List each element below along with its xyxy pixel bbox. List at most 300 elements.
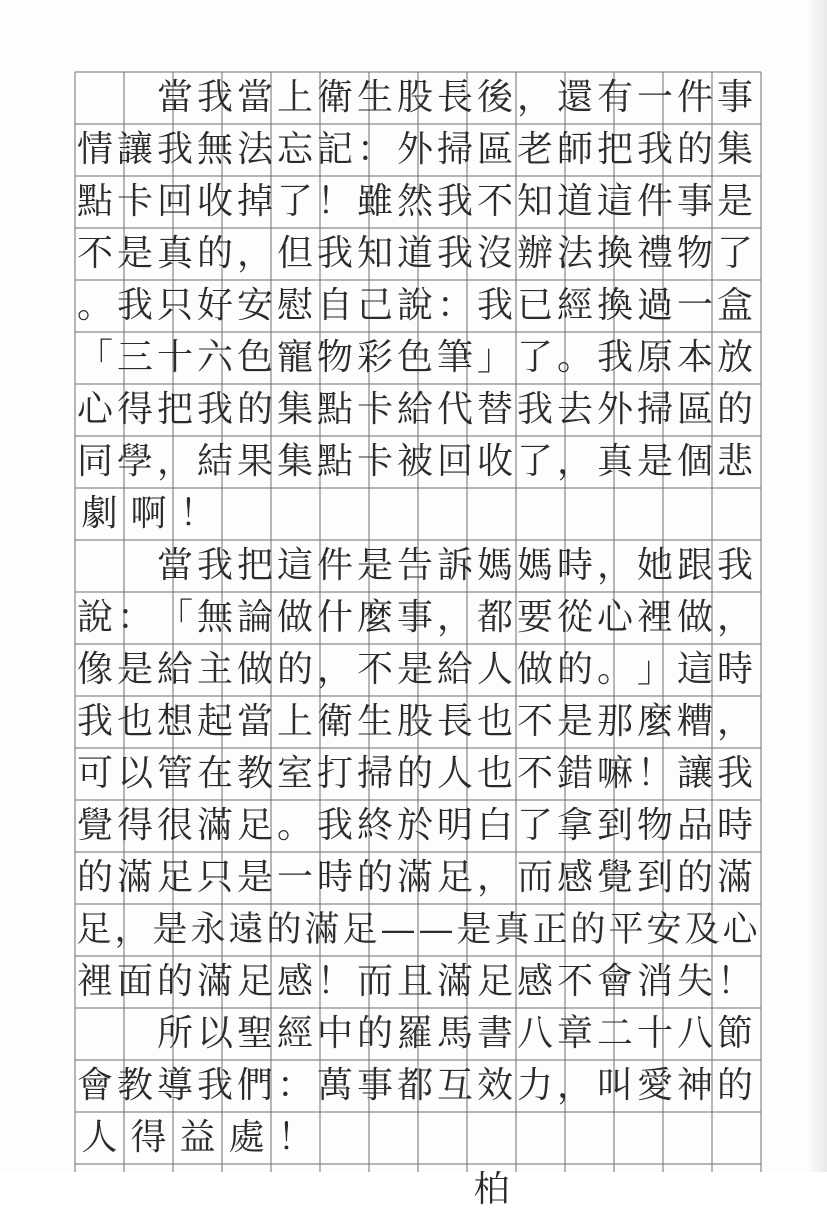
char-cell: 從 [556, 597, 593, 638]
char-cell: 卡 [356, 389, 393, 430]
char-cell: 我 [76, 701, 113, 742]
char-cell: 只 [196, 857, 233, 898]
char-cell: 本 [676, 337, 713, 378]
char-cell: 她 [636, 545, 673, 586]
char-cell: ， [516, 77, 553, 118]
char-cell: 這 [676, 649, 713, 690]
char-cell: 面 [116, 961, 153, 1002]
char-cell: 己 [356, 285, 393, 326]
char-cell: 感 [556, 857, 593, 898]
char-cell: 也 [476, 753, 513, 794]
char-cell: 換 [596, 233, 633, 274]
char-cell: 了 [716, 233, 753, 274]
char-cell: 回 [156, 181, 193, 222]
char-cell: 。 [76, 285, 113, 326]
char-cell: 是 [152, 909, 188, 950]
char-cell: 的 [236, 389, 273, 430]
char-cell: 生 [356, 701, 393, 742]
char-cell: ！ [179, 493, 216, 534]
char-cell: 羅 [396, 1013, 433, 1054]
char-cell: 把 [156, 389, 193, 430]
char-cell: 時 [316, 857, 353, 898]
char-cell: 互 [436, 1065, 473, 1106]
char-cell: 知 [356, 233, 393, 274]
char-cell: 跟 [676, 545, 713, 586]
char-cell: 事 [676, 181, 713, 222]
char-cell [115, 1008, 155, 1060]
char-cell: 時 [716, 649, 753, 690]
char-cell: 法 [236, 129, 273, 170]
char-cell: 裡 [636, 597, 673, 638]
char-cell: 收 [476, 441, 513, 482]
char-cell: 心 [76, 389, 113, 430]
char-cell: 衛 [316, 77, 353, 118]
char-cell: 人 [81, 1117, 118, 1158]
char-cell: ， [556, 1065, 593, 1106]
char-cell: 教 [236, 753, 273, 794]
char-cell: 的 [76, 857, 113, 898]
char-cell: ， [316, 649, 353, 690]
char-cell: 的 [196, 233, 233, 274]
char-cell: 讓 [116, 129, 153, 170]
essay-line [75, 176, 767, 228]
char-cell: 點 [316, 441, 353, 482]
char-cell: 事 [356, 1065, 393, 1106]
char-cell: 消 [636, 961, 673, 1002]
char-cell: 白 [476, 805, 513, 846]
char-cell: 叫 [596, 1065, 633, 1106]
char-cell: 室 [276, 753, 313, 794]
char-cell: 啊 [130, 493, 167, 534]
char-cell: 卡 [116, 181, 153, 222]
essay-line [75, 696, 767, 748]
char-cell: 的 [266, 909, 302, 950]
char-cell: 媽 [476, 545, 513, 586]
char-cell: 滿 [196, 805, 233, 846]
essay-line [75, 956, 767, 1008]
char-cell: 不 [516, 753, 553, 794]
char-cell: 覺 [596, 857, 633, 898]
char-cell: ！ [277, 1117, 314, 1158]
essay-line [75, 280, 767, 332]
char-cell: 媽 [516, 545, 553, 586]
char-cell: 都 [476, 597, 513, 638]
essay-line [75, 904, 767, 956]
char-cell: 好 [196, 285, 233, 326]
char-cell: 件 [676, 77, 713, 118]
char-cell: 了 [516, 805, 553, 846]
char-cell: 滿 [436, 961, 473, 1002]
char-cell: 事 [396, 597, 433, 638]
char-cell: 明 [436, 805, 473, 846]
char-cell: 知 [516, 181, 553, 222]
char-cell: 滿 [716, 857, 753, 898]
char-cell: 八 [516, 1013, 553, 1054]
essay-line [75, 332, 767, 384]
char-cell: 時 [556, 545, 593, 586]
char-cell [75, 1008, 115, 1060]
char-cell: 足 [156, 857, 193, 898]
char-cell: 忘 [276, 129, 313, 170]
char-cell: 事 [716, 77, 753, 118]
char-cell: 我 [316, 805, 353, 846]
char-cell: 可 [76, 753, 113, 794]
char-cell: 品 [676, 805, 713, 846]
char-cell: 真 [156, 233, 193, 274]
char-cell: 這 [596, 181, 633, 222]
char-cell: 我 [156, 129, 193, 170]
char-cell: 我 [716, 753, 753, 794]
char-cell: 二 [596, 1013, 633, 1054]
char-cell: ！ [316, 181, 353, 222]
char-cell: 同 [76, 441, 113, 482]
char-cell: 打 [316, 753, 353, 794]
char-cell: 不 [476, 181, 513, 222]
char-cell: 雖 [356, 181, 393, 222]
char-cell: 我 [596, 337, 633, 378]
essay-line [75, 1008, 767, 1060]
essay-line [75, 1112, 767, 1164]
char-cell: 。 [556, 337, 593, 378]
char-cell: 我 [436, 181, 473, 222]
char-cell: 八 [676, 1013, 713, 1054]
char-cell: 是 [116, 649, 153, 690]
char-cell: ！ [316, 961, 353, 1002]
char-cell: 告 [396, 545, 433, 586]
char-cell: 當 [236, 701, 273, 742]
char-cell: ： [356, 129, 393, 170]
char-cell: 原 [636, 337, 673, 378]
char-cell: 代 [436, 389, 473, 430]
char-cell: 的 [556, 649, 593, 690]
char-cell: 的 [356, 1013, 393, 1054]
essay-line [75, 488, 767, 540]
char-cell: 滿 [116, 857, 153, 898]
essay-line [75, 124, 767, 176]
char-cell: 集 [716, 129, 753, 170]
char-cell: 真 [596, 441, 633, 482]
char-cell: ： [436, 285, 473, 326]
char-cell: 心 [722, 909, 758, 950]
char-cell: 果 [236, 441, 273, 482]
char-cell: 足 [76, 909, 112, 950]
essay-line [75, 800, 767, 852]
char-cell: 還 [556, 77, 593, 118]
char-cell: 我 [196, 77, 233, 118]
char-cell: 當 [236, 77, 273, 118]
char-cell: 劇 [81, 493, 118, 534]
char-cell: 很 [156, 805, 193, 846]
char-cell: 但 [276, 233, 313, 274]
char-cell: 的 [356, 857, 393, 898]
char-cell: 安 [236, 285, 273, 326]
char-cell: 我 [196, 389, 233, 430]
char-cell: 件 [316, 545, 353, 586]
char-cell: 而 [516, 857, 553, 898]
char-cell: 替 [476, 389, 513, 430]
char-cell: 股 [396, 701, 433, 742]
char-cell: 不 [356, 649, 393, 690]
char-cell: 當 [156, 77, 193, 118]
char-cell: 過 [636, 285, 673, 326]
char-cell: 教 [116, 1065, 153, 1106]
char-cell [75, 72, 115, 124]
essay-line [75, 384, 767, 436]
char-cell: 是 [716, 181, 753, 222]
char-cell: 是 [236, 857, 273, 898]
char-cell: 件 [636, 181, 673, 222]
char-cell: ： [276, 1065, 313, 1106]
char-cell: 的 [396, 753, 433, 794]
char-cell: 效 [476, 1065, 513, 1106]
char-cell: 說 [76, 597, 113, 638]
char-cell: 說 [396, 285, 433, 326]
char-cell: 自 [316, 285, 353, 326]
char-cell: 放 [716, 337, 753, 378]
char-cell: 我 [716, 545, 753, 586]
char-cell: 把 [596, 129, 633, 170]
char-cell: 集 [276, 389, 313, 430]
char-cell: 沒 [476, 233, 513, 274]
char-cell: 卡 [356, 441, 393, 482]
char-cell: 感 [276, 961, 313, 1002]
char-cell: 是 [636, 441, 673, 482]
char-cell: 了 [516, 441, 553, 482]
char-cell: 的 [276, 649, 313, 690]
char-cell: 糟 [676, 701, 713, 742]
char-cell: 中 [316, 1013, 353, 1054]
char-cell: 永 [190, 909, 226, 950]
char-cell: 有 [596, 77, 633, 118]
essay-line [75, 592, 767, 644]
char-cell: 們 [236, 1065, 273, 1106]
char-cell: 主 [196, 649, 233, 690]
char-cell: 「 [76, 337, 113, 378]
char-cell: 到 [596, 805, 633, 846]
essay-line [75, 228, 767, 280]
char-cell: 物 [676, 233, 713, 274]
char-cell: 遠 [228, 909, 264, 950]
char-cell: 給 [396, 389, 433, 430]
char-cell: 我 [476, 285, 513, 326]
char-cell [75, 540, 115, 592]
char-cell: 物 [636, 805, 673, 846]
essay-line [75, 540, 767, 592]
char-cell: 一 [636, 77, 673, 118]
char-cell: 不 [556, 961, 593, 1002]
char-cell: 聖 [236, 1013, 273, 1054]
char-cell: 。 [596, 649, 633, 690]
char-cell: 。 [276, 805, 313, 846]
char-cell: 起 [196, 701, 233, 742]
char-cell: 覺 [76, 805, 113, 846]
char-cell: 平 [608, 909, 644, 950]
char-cell: 的 [676, 857, 713, 898]
char-cell: 裡 [76, 961, 113, 1002]
page-edge-shadow [806, 0, 827, 1172]
char-cell: 了 [516, 337, 553, 378]
char-cell: 處 [228, 1117, 265, 1158]
char-cell: 所 [156, 1013, 193, 1054]
char-cell: 訴 [436, 545, 473, 586]
char-cell: 是 [116, 233, 153, 274]
char-cell: 馬 [436, 1013, 473, 1054]
char-cell: 的 [570, 909, 606, 950]
char-cell: 拿 [556, 805, 593, 846]
char-cell: 會 [596, 961, 633, 1002]
char-cell: ： [116, 597, 153, 638]
char-cell: 結 [196, 441, 233, 482]
char-cell: 三 [116, 337, 153, 378]
char-cell: 經 [276, 1013, 313, 1054]
char-cell: 失 [676, 961, 713, 1002]
char-cell: 經 [556, 285, 593, 326]
char-cell: 外 [596, 389, 633, 430]
char-cell: 是 [556, 701, 593, 742]
char-cell: 足 [236, 961, 273, 1002]
char-cell: 於 [396, 805, 433, 846]
char-cell: 是 [396, 649, 433, 690]
char-cell: 掃 [636, 389, 673, 430]
char-cell: 論 [236, 597, 273, 638]
char-cell: 也 [116, 701, 153, 742]
char-cell: — [380, 909, 416, 950]
char-cell: 章 [556, 1013, 593, 1054]
char-cell: 無 [196, 129, 233, 170]
char-cell: 也 [476, 701, 513, 742]
char-cell: 慰 [276, 285, 313, 326]
char-cell: 上 [276, 701, 313, 742]
char-cell: 一 [676, 285, 713, 326]
char-cell: 寵 [276, 337, 313, 378]
char-cell: 道 [556, 181, 593, 222]
char-cell: 了 [276, 181, 313, 222]
char-cell: 的 [676, 129, 713, 170]
char-cell: 我 [436, 233, 473, 274]
char-cell: 色 [236, 337, 273, 378]
char-cell: ， [716, 701, 753, 742]
char-cell: 麼 [356, 597, 393, 638]
char-cell: 愛 [636, 1065, 673, 1106]
char-cell: 股 [396, 77, 433, 118]
char-cell: 老 [516, 129, 553, 170]
char-cell: 個 [676, 441, 713, 482]
char-cell: 區 [476, 129, 513, 170]
char-cell: 到 [636, 857, 673, 898]
char-cell: 」 [476, 337, 513, 378]
char-cell: 人 [436, 753, 473, 794]
char-cell: 嘛 [596, 753, 633, 794]
char-cell: 以 [196, 1013, 233, 1054]
char-cell: 及 [684, 909, 720, 950]
char-cell: 長 [436, 701, 473, 742]
char-cell: — [418, 909, 454, 950]
char-cell: 的 [716, 389, 753, 430]
char-cell: 做 [236, 649, 273, 690]
char-cell: 當 [156, 545, 193, 586]
char-cell: 什 [316, 597, 353, 638]
char-cell: 衛 [316, 701, 353, 742]
char-cell: 要 [516, 597, 553, 638]
char-cell: 色 [396, 337, 433, 378]
char-cell: 區 [676, 389, 713, 430]
char-cell: 物 [316, 337, 353, 378]
essay-line [75, 436, 767, 488]
char-cell: 我 [116, 285, 153, 326]
char-cell: 學 [116, 441, 153, 482]
char-cell: 收 [196, 181, 233, 222]
char-cell: 的 [156, 961, 193, 1002]
char-cell: 會 [76, 1065, 113, 1106]
char-cell: 長 [436, 77, 473, 118]
char-cell: 滿 [396, 857, 433, 898]
char-cell: 已 [516, 285, 553, 326]
char-cell: ， [156, 441, 193, 482]
char-cell: ， [596, 545, 633, 586]
char-cell: 這 [276, 545, 313, 586]
char-cell: 在 [196, 753, 233, 794]
essay-line [75, 852, 767, 904]
char-cell: 得 [130, 1117, 167, 1158]
char-cell: 十 [156, 337, 193, 378]
char-cell: 想 [156, 701, 193, 742]
char-cell: 道 [396, 233, 433, 274]
char-cell: 法 [556, 233, 593, 274]
char-cell: 只 [156, 285, 193, 326]
char-cell: 我 [196, 1065, 233, 1106]
char-cell: 掃 [356, 753, 393, 794]
char-cell: 彩 [356, 337, 393, 378]
char-cell: 一 [276, 857, 313, 898]
char-cell: 足 [436, 857, 473, 898]
char-cell: 盒 [716, 285, 753, 326]
char-cell: 外 [396, 129, 433, 170]
char-cell: 不 [516, 701, 553, 742]
char-cell: 都 [396, 1065, 433, 1106]
char-cell: 心 [596, 597, 633, 638]
essay-line [75, 644, 767, 696]
essay-line [75, 748, 767, 800]
essay-line [75, 1060, 767, 1112]
char-cell: 足 [236, 805, 273, 846]
char-cell: 是 [356, 545, 393, 586]
char-cell: 換 [596, 285, 633, 326]
char-cell: 滿 [196, 961, 233, 1002]
char-cell: 像 [76, 649, 113, 690]
char-cell: 掃 [436, 129, 473, 170]
char-cell: 足 [342, 909, 378, 950]
char-cell: 十 [636, 1013, 673, 1054]
char-cell: ！ [716, 961, 753, 1002]
char-cell: 導 [156, 1065, 193, 1106]
char-cell [115, 540, 155, 592]
char-cell: 而 [356, 961, 393, 1002]
char-cell: 辦 [516, 233, 553, 274]
char-cell: 麼 [636, 701, 673, 742]
char-cell: ， [476, 857, 513, 898]
char-cell: 萬 [316, 1065, 353, 1106]
char-cell: 正 [532, 909, 568, 950]
char-cell: 讓 [676, 753, 713, 794]
char-cell: 真 [494, 909, 530, 950]
char-cell: 書 [476, 1013, 513, 1054]
char-cell: 做 [676, 597, 713, 638]
char-cell: 做 [516, 649, 553, 690]
char-cell: 錯 [556, 753, 593, 794]
char-cell: 給 [156, 649, 193, 690]
char-cell: ， [114, 909, 150, 950]
char-cell: 記 [316, 129, 353, 170]
